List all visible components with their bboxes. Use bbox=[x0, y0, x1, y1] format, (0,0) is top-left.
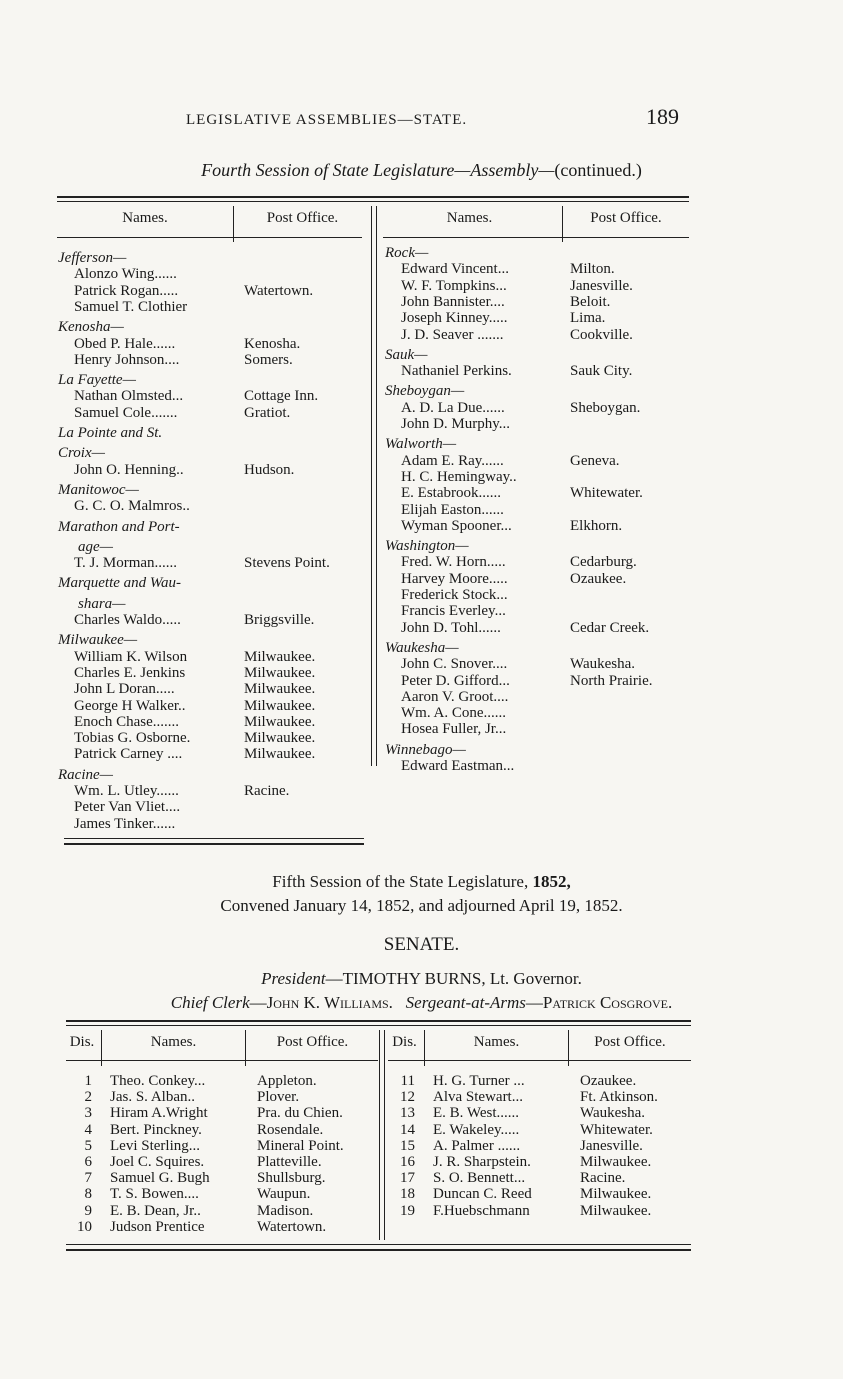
post-office: Briggsville. bbox=[244, 612, 315, 628]
member-name: James Tinker...... bbox=[74, 815, 176, 832]
post-office: Milton. bbox=[570, 261, 615, 278]
post-office: Racine. bbox=[580, 1170, 626, 1187]
post-office: Gratiot. bbox=[244, 404, 291, 421]
senate-header-rule-right bbox=[388, 1060, 691, 1061]
post-office: Sauk City. bbox=[570, 363, 633, 380]
member-name: Edward Eastman... bbox=[401, 758, 515, 774]
district-number: 1 bbox=[84, 1073, 92, 1089]
district-number: 16 bbox=[400, 1154, 415, 1170]
member-name: Samuel Cole....... bbox=[74, 404, 178, 421]
senate-header-rule-left bbox=[66, 1060, 378, 1061]
member-name: Edward Vincent... bbox=[401, 261, 509, 278]
post-office: Ft. Atkinson. bbox=[580, 1089, 658, 1106]
post-office: Whitewater. bbox=[580, 1121, 653, 1138]
post-office: Cedarburg. bbox=[570, 554, 637, 571]
member-name: William K. Wilson bbox=[74, 648, 188, 665]
district-number: 19 bbox=[400, 1202, 415, 1219]
page-number: 189 bbox=[646, 104, 679, 129]
county-heading: Sheboygan— bbox=[385, 383, 465, 400]
county-heading: Winnebago— bbox=[385, 741, 466, 758]
post-office: Watertown. bbox=[257, 1218, 327, 1235]
post-office: Geneva. bbox=[570, 452, 620, 469]
assembly-bottom-rule bbox=[64, 838, 364, 839]
district-number: 11 bbox=[400, 1073, 415, 1089]
assembly-center-divider-a bbox=[371, 206, 372, 766]
senator-name: A. Palmer ...... bbox=[433, 1137, 521, 1154]
member-name: Alonzo Wing...... bbox=[74, 266, 177, 283]
member-name: Patrick Carney .... bbox=[74, 746, 183, 763]
county-heading: La Pointe and St. bbox=[58, 425, 163, 441]
assembly-left-post-header: Post Office. bbox=[266, 210, 339, 226]
member-name: W. F. Tompkins... bbox=[401, 277, 507, 294]
senator-name: Alva Stewart... bbox=[433, 1089, 523, 1106]
county-heading: La Fayette— bbox=[58, 372, 136, 389]
post-office: Somers. bbox=[244, 351, 293, 368]
district-number: 4 bbox=[84, 1121, 92, 1138]
senator-name: Judson Prentice bbox=[110, 1218, 205, 1235]
district-number: 15 bbox=[400, 1137, 415, 1154]
member-name: John Bannister.... bbox=[401, 293, 505, 310]
senate-left-names-header: Names. bbox=[150, 1034, 197, 1050]
assembly-top-rule-2 bbox=[57, 201, 689, 202]
senate-top-rule bbox=[66, 1020, 691, 1022]
member-name: Samuel T. Clothier bbox=[74, 298, 188, 315]
member-name: Aaron V. Groot.... bbox=[401, 688, 509, 705]
district-number: 9 bbox=[84, 1202, 92, 1219]
senator-name: Duncan C. Reed bbox=[433, 1186, 532, 1203]
district-number: 8 bbox=[84, 1186, 92, 1203]
member-name: George H Walker.. bbox=[74, 697, 186, 714]
county-heading: Walworth— bbox=[385, 436, 457, 453]
senator-name: J. R. Sharpstein. bbox=[433, 1154, 531, 1170]
assembly-center-divider-b bbox=[376, 206, 377, 766]
post-office: Milwaukee. bbox=[244, 681, 316, 698]
sergeant-value: —Patrick Cosgrove. bbox=[525, 993, 673, 1012]
member-name: G. C. O. Malmros.. bbox=[74, 498, 190, 515]
post-office: Milwaukee. bbox=[580, 1186, 652, 1203]
running-title: LEGISLATIVE ASSEMBLIES—STATE. bbox=[186, 112, 468, 128]
district-number: 13 bbox=[400, 1105, 415, 1122]
member-name: Charles E. Jenkins bbox=[74, 664, 186, 681]
assembly-header-rule-right bbox=[383, 237, 689, 238]
senator-name: Bert. Pinckney. bbox=[110, 1121, 202, 1138]
member-name: Harvey Moore..... bbox=[401, 570, 508, 587]
post-office: Janesville. bbox=[580, 1137, 643, 1154]
post-office: Elkhorn. bbox=[570, 517, 623, 534]
member-name: Tobias G. Osborne. bbox=[74, 730, 191, 747]
president-line bbox=[0, 969, 843, 989]
senate-left-dis-header: Dis. bbox=[69, 1034, 95, 1050]
senator-name: E. B. West...... bbox=[433, 1105, 520, 1122]
senator-name: Hiram A.Wright bbox=[110, 1105, 208, 1122]
post-office: Milwaukee. bbox=[580, 1202, 652, 1219]
senator-name: Samuel G. Bugh bbox=[110, 1170, 210, 1187]
member-name: John D. Murphy... bbox=[401, 416, 511, 432]
member-name: Obed P. Hale...... bbox=[74, 335, 176, 352]
post-office: Kenosha. bbox=[244, 335, 301, 352]
post-office: Pra. du Chien. bbox=[257, 1105, 343, 1122]
county-heading: Jefferson— bbox=[58, 250, 127, 266]
senate-bottom-rule-2 bbox=[66, 1249, 691, 1251]
senate-center-divider-a bbox=[379, 1030, 380, 1240]
assembly-left-names-header: Names. bbox=[122, 210, 168, 226]
post-office: Rosendale. bbox=[257, 1121, 324, 1138]
post-office: Milwaukee. bbox=[244, 730, 316, 747]
post-office: Hudson. bbox=[244, 461, 295, 478]
county-heading: Croix— bbox=[58, 445, 105, 462]
member-name: Nathan Olmsted... bbox=[74, 388, 184, 405]
post-office: Stevens Point. bbox=[244, 555, 330, 572]
assembly-header-rule-left bbox=[57, 237, 362, 238]
member-name: Enoch Chase....... bbox=[74, 713, 179, 730]
post-office: Milwaukee. bbox=[244, 648, 316, 665]
county-heading: shara— bbox=[78, 595, 126, 612]
senate-right-names-header: Names. bbox=[473, 1034, 520, 1050]
county-heading: Racine— bbox=[58, 766, 113, 783]
district-number: 10 bbox=[77, 1218, 92, 1235]
member-name: A. D. La Due...... bbox=[401, 399, 505, 416]
assembly-right-names-header: Names. bbox=[446, 210, 493, 226]
county-heading: Marathon and Port- bbox=[58, 518, 180, 535]
district-number: 14 bbox=[400, 1121, 415, 1138]
member-name: John C. Snover.... bbox=[401, 656, 508, 673]
post-office: Janesville. bbox=[570, 277, 633, 294]
post-office: Sheboygan. bbox=[570, 399, 641, 416]
post-office: Madison. bbox=[257, 1202, 314, 1219]
member-name: Henry Johnson.... bbox=[74, 351, 180, 368]
member-name: Nathaniel Perkins. bbox=[401, 363, 512, 380]
county-heading: Milwaukee— bbox=[58, 632, 138, 649]
senate-left-post-header: Post Office. bbox=[276, 1034, 349, 1050]
convened-line: Convened January 14, 1852, and adjourned April 19, 1852. bbox=[220, 896, 623, 915]
fifth-session-heading bbox=[0, 872, 843, 892]
district-number: 17 bbox=[400, 1170, 415, 1187]
member-name: Frederick Stock... bbox=[401, 587, 508, 603]
post-office: Milwaukee. bbox=[244, 664, 316, 681]
senate-center-divider-b bbox=[384, 1030, 385, 1240]
county-heading: Waukesha— bbox=[385, 639, 459, 656]
post-office: Waukesha. bbox=[570, 656, 636, 673]
post-office: Milwaukee. bbox=[580, 1154, 652, 1170]
senator-name: E. B. Dean, Jr.. bbox=[110, 1202, 201, 1219]
sergeant-label: Sergeant-at-Arms bbox=[405, 993, 526, 1012]
member-name: Wm. A. Cone...... bbox=[401, 705, 506, 722]
county-heading: Sauk— bbox=[385, 346, 428, 363]
clerk-label: Chief Clerk bbox=[170, 993, 250, 1012]
president-label: President bbox=[261, 969, 326, 988]
post-office: Whitewater. bbox=[570, 485, 643, 502]
county-heading: Marquette and Wau- bbox=[58, 575, 182, 592]
member-name: John O. Henning.. bbox=[74, 461, 184, 478]
fifth-session-heading-text: Fifth Session of the State Legislature, bbox=[272, 872, 533, 891]
senator-name: Theo. Conkey... bbox=[110, 1073, 206, 1089]
district-number: 3 bbox=[84, 1105, 92, 1122]
district-number: 12 bbox=[400, 1089, 415, 1106]
officers-line bbox=[0, 993, 843, 1013]
post-office: Mineral Point. bbox=[257, 1137, 344, 1154]
county-heading: Manitowoc— bbox=[58, 481, 139, 498]
senate-top-rule-2 bbox=[66, 1025, 691, 1026]
member-name: John D. Tohl...... bbox=[401, 619, 501, 636]
member-name: Elijah Easton...... bbox=[401, 501, 504, 518]
member-name: H. C. Hemingway.. bbox=[401, 468, 517, 485]
member-name: T. J. Morman...... bbox=[74, 555, 178, 572]
member-name: Adam E. Ray...... bbox=[401, 452, 504, 469]
member-name: Wyman Spooner... bbox=[401, 517, 512, 534]
senator-name: Levi Sterling... bbox=[110, 1137, 200, 1154]
post-office: Appleton. bbox=[257, 1073, 317, 1089]
post-office: Cedar Creek. bbox=[570, 619, 650, 636]
county-heading: Kenosha— bbox=[58, 319, 124, 336]
member-name: E. Estabrook...... bbox=[401, 485, 501, 502]
senator-name: Joel C. Squires. bbox=[110, 1154, 205, 1170]
assembly-caption-italic: Fourth Session of State Legislature—Assembly— bbox=[201, 160, 555, 180]
member-name: Fred. W. Horn..... bbox=[401, 554, 506, 571]
post-office: Cookville. bbox=[570, 326, 633, 343]
post-office: Shullsburg. bbox=[257, 1170, 326, 1187]
post-office: Waupun. bbox=[257, 1186, 311, 1203]
district-number: 7 bbox=[84, 1170, 92, 1187]
post-office: Ozaukee. bbox=[580, 1073, 637, 1089]
senator-name: F.Huebschmann bbox=[433, 1202, 530, 1219]
president-value: —TIMOTHY BURNS, Lt. Governor. bbox=[325, 969, 582, 988]
member-name: J. D. Seaver ....... bbox=[401, 326, 504, 343]
post-office: North Prairie. bbox=[570, 672, 653, 689]
senate-heading: SENATE. bbox=[383, 934, 460, 955]
post-office: Ozaukee. bbox=[570, 570, 627, 587]
assembly-caption bbox=[0, 160, 843, 181]
district-number: 6 bbox=[84, 1154, 92, 1170]
post-office: Watertown. bbox=[244, 282, 314, 299]
member-name: Peter D. Gifford... bbox=[401, 672, 510, 689]
member-name: Charles Waldo..... bbox=[74, 612, 181, 628]
member-name: Wm. L. Utley...... bbox=[74, 783, 179, 799]
senator-name: S. O. Bennett... bbox=[433, 1170, 526, 1187]
senate-bottom-rule bbox=[66, 1244, 691, 1245]
member-name: Joseph Kinney..... bbox=[401, 310, 508, 327]
senator-name: H. G. Turner ... bbox=[433, 1073, 525, 1089]
post-office: Milwaukee. bbox=[244, 697, 316, 714]
member-name: Hosea Fuller, Jr... bbox=[401, 721, 507, 738]
senate-right-dis-header: Dis. bbox=[392, 1034, 417, 1050]
member-name: John L Doran..... bbox=[74, 681, 175, 698]
member-name: Peter Van Vliet.... bbox=[74, 799, 181, 816]
post-office: Racine. bbox=[244, 783, 290, 799]
post-office: Cottage Inn. bbox=[244, 388, 319, 405]
senate-right-post-header: Post Office. bbox=[594, 1034, 666, 1050]
clerk-value: —John K. Williams. bbox=[249, 993, 393, 1012]
senator-name: Jas. S. Alban.. bbox=[110, 1089, 196, 1106]
district-number: 2 bbox=[84, 1089, 92, 1106]
post-office: Lima. bbox=[570, 310, 606, 327]
senator-name: T. S. Bowen.... bbox=[110, 1186, 199, 1203]
assembly-caption-plain: (continued.) bbox=[554, 160, 642, 180]
county-heading: age— bbox=[78, 538, 113, 555]
district-number: 18 bbox=[400, 1186, 415, 1203]
member-name: Francis Everley... bbox=[401, 603, 506, 620]
post-office: Waukesha. bbox=[580, 1105, 646, 1122]
fifth-session-year: 1852, bbox=[532, 872, 571, 891]
post-office: Milwaukee. bbox=[244, 746, 316, 763]
senator-name: E. Wakeley..... bbox=[433, 1121, 520, 1138]
assembly-top-rule bbox=[57, 196, 689, 198]
county-heading: Washington— bbox=[385, 538, 469, 555]
post-office: Plover. bbox=[257, 1089, 300, 1106]
assembly-bottom-rule-2 bbox=[64, 843, 364, 845]
district-number: 5 bbox=[84, 1137, 92, 1154]
post-office: Platteville. bbox=[257, 1154, 322, 1170]
post-office: Beloit. bbox=[570, 293, 611, 310]
member-name: Patrick Rogan..... bbox=[74, 282, 179, 299]
assembly-right-post-header: Post Office. bbox=[590, 210, 662, 226]
county-heading: Rock— bbox=[385, 245, 429, 261]
post-office: Milwaukee. bbox=[244, 713, 316, 730]
